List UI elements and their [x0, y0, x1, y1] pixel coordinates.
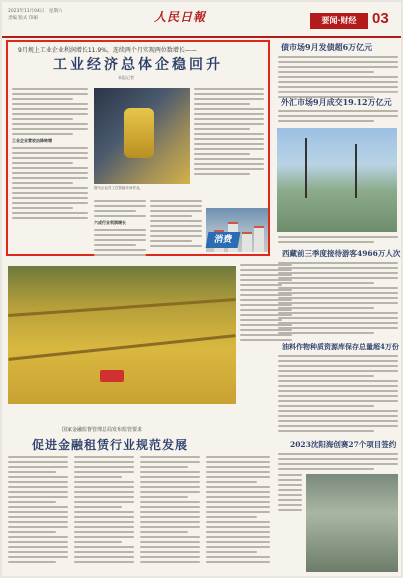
- right-article-4: [278, 355, 398, 435]
- lead-column-2: [194, 88, 264, 178]
- edition-info: 责编 版式 印刷: [8, 16, 38, 21]
- harvest-photo: [8, 266, 236, 404]
- right-headline-5[interactable]: 2023沈阳海创赛27个项目签约: [290, 440, 397, 449]
- lead-byline: 本报记者: [118, 75, 134, 80]
- lead-subhead-2: 六成行业利润增长: [94, 220, 126, 225]
- issue-date: 2023年11月04日 星期六: [8, 9, 63, 14]
- right-article-2: [278, 110, 398, 125]
- lead-column-3: [94, 200, 146, 259]
- bottom-column-4: [206, 456, 270, 566]
- right-article-5-col: [278, 474, 302, 514]
- right-article-5: [278, 453, 398, 473]
- right-headline-3[interactable]: 西藏前三季度接待游客4966万人次: [282, 249, 401, 258]
- city-photo: [306, 474, 398, 572]
- right-headline-2[interactable]: 外汇市场9月成交19.12万亿元: [281, 97, 392, 107]
- lead-photo-caption: 图为企业员工在智能车间作业。: [94, 186, 143, 190]
- right-headline-4[interactable]: 油料作物种质资源库保存总量超4万份: [282, 342, 399, 351]
- right-article-3-intro: [278, 236, 398, 246]
- lead-subhead-1: 工业企业营收由降转增: [12, 138, 52, 143]
- lead-kicker: 9月规上工业企业利润增长11.9%，连续两个月实现两位数增长——: [18, 47, 197, 54]
- newspaper-page: [2, 2, 401, 576]
- right-article-1: [278, 56, 398, 101]
- lead-column-4: [150, 200, 202, 250]
- lead-photo: [94, 88, 190, 184]
- photo-side-text: [240, 264, 292, 344]
- bottom-column-3: [140, 456, 200, 566]
- page-number: 03: [372, 10, 389, 27]
- masthead: [2, 2, 401, 38]
- construction-photo: [277, 128, 397, 232]
- lead-article-highlight[interactable]: [6, 40, 270, 256]
- bottom-column-2: [74, 456, 134, 566]
- newspaper-logo: 人民日報: [154, 10, 207, 24]
- bottom-kicker: 国家金融监督管理总局发布监管要求: [62, 427, 143, 433]
- right-article-3: [278, 262, 398, 337]
- lead-column-1: [12, 88, 88, 222]
- right-headline-1[interactable]: 债市场9月发债超6万亿元: [281, 42, 373, 52]
- bottom-headline[interactable]: 促进金融租赁行业规范发展: [32, 438, 189, 452]
- lead-headline[interactable]: 工业经济总体企稳回升: [53, 57, 223, 73]
- harvester-icon: [100, 370, 124, 382]
- consumption-stamp: 消费: [206, 232, 241, 248]
- bottom-column-1: [8, 456, 68, 566]
- section-title: 要闻·财经: [310, 13, 368, 29]
